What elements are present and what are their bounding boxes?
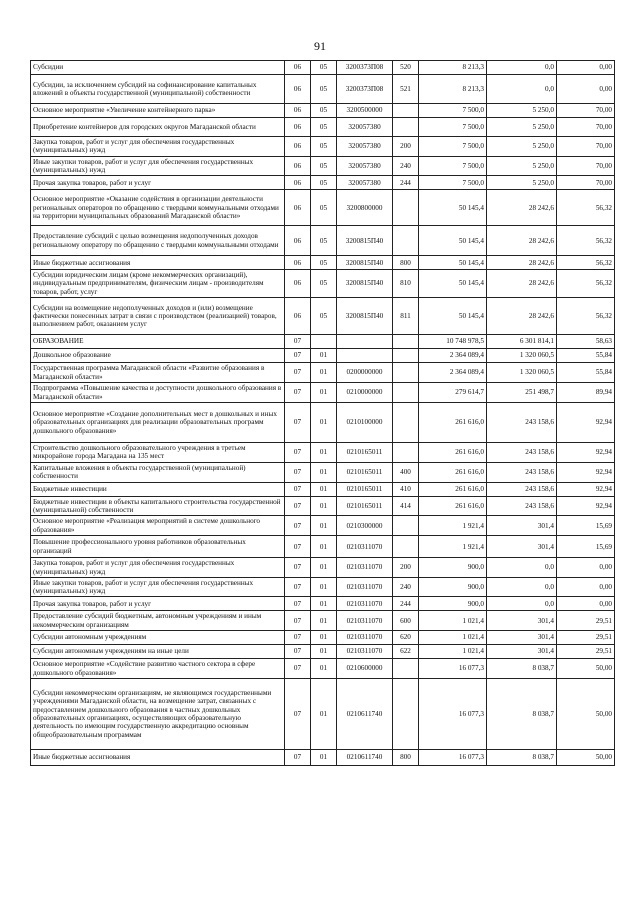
subsection-code: 01 [311,558,337,578]
target-article-code: 3200500000 [337,104,393,118]
expense-type-code [393,363,419,383]
planned-amount: 7 500,0 [419,104,487,118]
actual-amount: 8 038,7 [487,679,557,750]
planned-amount: 279 614,7 [419,383,487,403]
expense-type-code: 620 [393,631,419,645]
execution-percent: 29,51 [557,611,615,631]
row-name: Основное мероприятие «Создание дополнительных мест в дошкольных и иных образовательных организациях для реализации образовательных программ дошкольного образования» [31,403,285,443]
execution-percent: 56,32 [557,270,615,298]
section-code: 07 [285,403,311,443]
execution-percent: 0,00 [557,75,615,104]
expense-type-code [393,190,419,226]
execution-percent: 56,32 [557,226,615,256]
section-code: 07 [285,335,311,349]
planned-amount: 16 077,3 [419,679,487,750]
section-code: 07 [285,482,311,496]
section-code: 07 [285,349,311,363]
subsection-code [311,335,337,349]
planned-amount: 1 021,4 [419,611,487,631]
expense-type-code: 810 [393,270,419,298]
subsection-code: 01 [311,383,337,403]
expense-type-code: 600 [393,611,419,631]
expense-type-code [393,536,419,558]
actual-amount: 5 250,0 [487,118,557,137]
expense-type-code [393,226,419,256]
target-article-code: 3200815П40 [337,226,393,256]
actual-amount: 5 250,0 [487,156,557,176]
section-code: 07 [285,611,311,631]
target-article-code: 3200815П40 [337,256,393,270]
execution-percent: 70,00 [557,118,615,137]
planned-amount: 1 021,4 [419,645,487,659]
expense-type-code: 800 [393,750,419,766]
actual-amount: 301,4 [487,631,557,645]
expense-type-code [393,443,419,463]
subsection-code: 01 [311,363,337,383]
execution-percent: 55,84 [557,349,615,363]
planned-amount: 10 748 978,5 [419,335,487,349]
execution-percent: 0,00 [557,61,615,75]
execution-percent: 70,00 [557,104,615,118]
actual-amount: 243 158,6 [487,403,557,443]
table-row [31,536,615,558]
table-row [31,349,615,363]
section-code: 06 [285,190,311,226]
actual-amount: 8 038,7 [487,659,557,679]
target-article-code: 3200815П40 [337,270,393,298]
actual-amount: 0,0 [487,558,557,578]
actual-amount: 1 320 060,5 [487,349,557,363]
execution-percent: 56,32 [557,256,615,270]
target-article-code: 0210611740 [337,679,393,750]
section-code: 06 [285,137,311,157]
table-row [31,679,615,750]
table-row [31,403,615,443]
expense-type-code: 410 [393,482,419,496]
row-name: Субсидии [31,61,285,75]
planned-amount: 900,0 [419,558,487,578]
actual-amount: 28 242,6 [487,256,557,270]
subsection-code: 01 [311,403,337,443]
execution-percent: 92,94 [557,443,615,463]
execution-percent: 56,32 [557,298,615,335]
planned-amount: 50 145,4 [419,256,487,270]
section-code: 06 [285,298,311,335]
planned-amount: 1 021,4 [419,631,487,645]
execution-percent: 58,63 [557,335,615,349]
planned-amount: 7 500,0 [419,156,487,176]
section-code: 07 [285,363,311,383]
planned-amount: 1 921,4 [419,516,487,536]
planned-amount: 16 077,3 [419,659,487,679]
execution-percent: 92,94 [557,482,615,496]
subsection-code: 05 [311,298,337,335]
row-name: Государственная программа Магаданской области «Развитие образования в Магаданской области» [31,363,285,383]
row-name: Закупка товаров, работ и услуг для обеспечения государственных (муниципальных) нужд [31,137,285,157]
table-row [31,298,615,335]
actual-amount: 0,0 [487,597,557,611]
actual-amount: 5 250,0 [487,104,557,118]
actual-amount: 28 242,6 [487,298,557,335]
planned-amount: 900,0 [419,577,487,597]
table-row [31,462,615,482]
actual-amount: 5 250,0 [487,137,557,157]
section-code: 06 [285,104,311,118]
row-name: Строительство дошкольного образовательного учреждения в третьем микрорайоне города Магадана на 135 мест [31,443,285,463]
expense-type-code: 521 [393,75,419,104]
table-row [31,156,615,176]
section-code: 07 [285,679,311,750]
row-name: Основное мероприятие «Содействие развитию частного сектора в сфере дошкольного образования» [31,659,285,679]
section-code: 07 [285,659,311,679]
execution-percent: 0,00 [557,558,615,578]
row-name: Основное мероприятие «Увеличение контейнерного парка» [31,104,285,118]
budget-table-body [31,61,615,766]
planned-amount: 2 364 089,4 [419,363,487,383]
subsection-code: 01 [311,659,337,679]
actual-amount: 243 158,6 [487,443,557,463]
subsection-code: 05 [311,270,337,298]
target-article-code: 0210300000 [337,516,393,536]
subsection-code: 05 [311,176,337,190]
planned-amount: 261 616,0 [419,403,487,443]
table-row [31,383,615,403]
section-code: 07 [285,443,311,463]
execution-percent: 55,84 [557,363,615,383]
subsection-code: 01 [311,631,337,645]
subsection-code: 05 [311,118,337,137]
target-article-code: 0210165011 [337,443,393,463]
planned-amount: 7 500,0 [419,137,487,157]
subsection-code: 01 [311,577,337,597]
planned-amount: 261 616,0 [419,496,487,516]
subsection-code: 01 [311,496,337,516]
expense-type-code: 520 [393,61,419,75]
target-article-code: 0200000000 [337,363,393,383]
subsection-code: 05 [311,61,337,75]
section-code: 07 [285,750,311,766]
row-name: Предоставление субсидий с целью возмещения недополученных доходов региональному оператору по обращению с твердыми коммунальными отходами [31,226,285,256]
section-code: 07 [285,645,311,659]
row-name: Субсидии автономным учреждениям [31,631,285,645]
target-article-code: 0210311070 [337,558,393,578]
section-code: 07 [285,383,311,403]
section-code: 06 [285,156,311,176]
row-name: Закупка товаров, работ и услуг для обеспечения государственных (муниципальных) нужд [31,558,285,578]
expense-type-code [393,349,419,363]
subsection-code: 01 [311,443,337,463]
table-row [31,558,615,578]
planned-amount: 261 616,0 [419,462,487,482]
expense-type-code [393,383,419,403]
planned-amount: 261 616,0 [419,482,487,496]
subsection-code: 05 [311,137,337,157]
target-article-code: 0210165011 [337,496,393,516]
row-name: Подпрограмма «Повышение качества и доступности дошкольного образования в Магаданской области» [31,383,285,403]
actual-amount: 0,0 [487,577,557,597]
subsection-code: 01 [311,516,337,536]
actual-amount: 28 242,6 [487,190,557,226]
actual-amount: 28 242,6 [487,226,557,256]
table-row [31,190,615,226]
actual-amount: 8 038,7 [487,750,557,766]
subsection-code: 01 [311,462,337,482]
subsection-code: 01 [311,611,337,631]
table-row [31,118,615,137]
row-name: Бюджетные инвестиции [31,482,285,496]
row-name: Субсидии некоммерческим организациям, не являющимся государственными учреждениями Магаданской области, на возмещение затрат, связанных с предоставлением дошкольного образования в частных дошкольных образовательных организациях, осуществляющих образовательную деятельность по имеющим государственную аккредитацию основным общеобразовательным программам [31,679,285,750]
expense-type-code [393,516,419,536]
planned-amount: 7 500,0 [419,176,487,190]
expense-type-code: 800 [393,256,419,270]
table-row [31,611,615,631]
row-name: Субсидии, за исключением субсидий на софинансирование капитальных вложений в объекты государственной (муниципальной) собственности [31,75,285,104]
table-row [31,104,615,118]
table-row [31,176,615,190]
section-code: 06 [285,270,311,298]
table-row [31,75,615,104]
subsection-code: 01 [311,679,337,750]
execution-percent: 70,00 [557,156,615,176]
row-name: Основное мероприятие «Реализация мероприятий в системе дошкольного образования» [31,516,285,536]
execution-percent: 92,94 [557,403,615,443]
expense-type-code [393,659,419,679]
section-code: 07 [285,597,311,611]
subsection-code: 01 [311,750,337,766]
row-name: Иные бюджетные ассигнования [31,256,285,270]
section-code: 07 [285,462,311,482]
subsection-code: 05 [311,104,337,118]
expense-type-code: 244 [393,597,419,611]
row-name: Приобретение контейнеров для городских округов Магаданской области [31,118,285,137]
subsection-code: 01 [311,482,337,496]
subsection-code: 01 [311,349,337,363]
subsection-code: 05 [311,256,337,270]
section-code: 06 [285,61,311,75]
row-name: Прочая закупка товаров, работ и услуг [31,597,285,611]
execution-percent: 15,69 [557,516,615,536]
target-article-code: 0210000000 [337,383,393,403]
expense-type-code [393,104,419,118]
table-row [31,270,615,298]
expense-type-code: 240 [393,156,419,176]
target-article-code: 0210311070 [337,631,393,645]
planned-amount: 8 213,3 [419,61,487,75]
target-article-code: 0210165011 [337,482,393,496]
subsection-code: 05 [311,190,337,226]
target-article-code: 0210600000 [337,659,393,679]
planned-amount: 50 145,4 [419,226,487,256]
table-row [31,645,615,659]
target-article-code: 0210311070 [337,645,393,659]
row-name: Повышение профессионального уровня работников образовательных организаций [31,536,285,558]
row-name: Дошкольное образование [31,349,285,363]
execution-percent: 29,51 [557,645,615,659]
section-code: 07 [285,577,311,597]
row-name: Основное мероприятие «Оказание содействия в организации деятельности региональных операторов по обращению с твердыми коммунальными отходами на территории муниципальных образований Магаданской области» [31,190,285,226]
target-article-code: 0210311070 [337,577,393,597]
actual-amount: 301,4 [487,611,557,631]
subsection-code: 01 [311,597,337,611]
planned-amount: 261 616,0 [419,443,487,463]
row-name: Иные закупки товаров, работ и услуг для обеспечения государственных (муниципальных) нужд [31,156,285,176]
actual-amount: 301,4 [487,516,557,536]
actual-amount: 28 242,6 [487,270,557,298]
expense-type-code: 414 [393,496,419,516]
section-code: 06 [285,226,311,256]
table-row [31,137,615,157]
execution-percent: 50,00 [557,750,615,766]
section-code: 07 [285,631,311,645]
table-row [31,516,615,536]
subsection-code: 01 [311,645,337,659]
planned-amount: 50 145,4 [419,298,487,335]
row-name: Иные закупки товаров, работ и услуг для обеспечения государственных (муниципальных) нужд [31,577,285,597]
row-name: Капитальные вложения в объекты государственной (муниципальной) собственности [31,462,285,482]
actual-amount: 243 158,6 [487,462,557,482]
expense-type-code: 244 [393,176,419,190]
target-article-code: 0210100000 [337,403,393,443]
table-row [31,363,615,383]
planned-amount: 16 077,3 [419,750,487,766]
actual-amount: 251 498,7 [487,383,557,403]
target-article-code: 3200373П08 [337,75,393,104]
table-row [31,443,615,463]
row-name: Предоставление субсидий бюджетным, автономным учреждениям и иным некоммерческим организациям [31,611,285,631]
table-row [31,482,615,496]
expense-type-code: 811 [393,298,419,335]
planned-amount: 50 145,4 [419,190,487,226]
actual-amount: 6 301 814,1 [487,335,557,349]
subsection-code: 01 [311,536,337,558]
planned-amount: 8 213,3 [419,75,487,104]
execution-percent: 70,00 [557,176,615,190]
actual-amount: 0,0 [487,75,557,104]
page-number: 91 [314,39,326,53]
target-article-code: 320057380 [337,156,393,176]
expense-type-code [393,679,419,750]
expense-type-code: 200 [393,558,419,578]
actual-amount: 243 158,6 [487,482,557,496]
section-code: 06 [285,118,311,137]
planned-amount: 2 364 089,4 [419,349,487,363]
target-article-code [337,349,393,363]
execution-percent: 15,69 [557,536,615,558]
planned-amount: 50 145,4 [419,270,487,298]
target-article-code: 0210611740 [337,750,393,766]
table-row [31,597,615,611]
row-name: ОБРАЗОВАНИЕ [31,335,285,349]
actual-amount: 5 250,0 [487,176,557,190]
target-article-code: 320057380 [337,176,393,190]
row-name: Бюджетные инвестиции в объекты капитального строительства государственной (муниципальной) собственности [31,496,285,516]
expense-type-code: 200 [393,137,419,157]
table-row [31,659,615,679]
section-code: 07 [285,516,311,536]
target-article-code [337,335,393,349]
execution-percent: 50,00 [557,659,615,679]
section-code: 07 [285,558,311,578]
target-article-code: 3200373П08 [337,61,393,75]
target-article-code: 0210311070 [337,611,393,631]
execution-percent: 0,00 [557,577,615,597]
target-article-code: 320057380 [337,137,393,157]
row-name: Иные бюджетные ассигнования [31,750,285,766]
subsection-code: 05 [311,226,337,256]
subsection-code: 05 [311,156,337,176]
expense-type-code [393,335,419,349]
target-article-code: 320057380 [337,118,393,137]
execution-percent: 89,94 [557,383,615,403]
execution-percent: 70,00 [557,137,615,157]
subsection-code: 05 [311,75,337,104]
table-row [31,577,615,597]
execution-percent: 56,32 [557,190,615,226]
actual-amount: 0,0 [487,61,557,75]
actual-amount: 243 158,6 [487,496,557,516]
expense-type-code [393,118,419,137]
expense-type-code [393,403,419,443]
expense-type-code: 622 [393,645,419,659]
table-row [31,256,615,270]
target-article-code: 0210311070 [337,597,393,611]
planned-amount: 1 921,4 [419,536,487,558]
section-code: 07 [285,496,311,516]
actual-amount: 1 320 060,5 [487,363,557,383]
execution-percent: 92,94 [557,496,615,516]
execution-percent: 92,94 [557,462,615,482]
table-row [31,61,615,75]
row-name: Субсидии на возмещение недополученных доходов и (или) возмещение фактически понесенных затрат в связи с производством (реализацией) товаров, выполнением работ, оказанием услуг [31,298,285,335]
section-code: 06 [285,176,311,190]
target-article-code: 3200815П40 [337,298,393,335]
row-name: Прочая закупка товаров, работ и услуг [31,176,285,190]
row-name: Субсидии юридическим лицам (кроме некоммерческих организаций), индивидуальным предпринимателям, физическим лицам - производителям товаров, работ, услуг [31,270,285,298]
actual-amount: 301,4 [487,645,557,659]
table-row [31,335,615,349]
planned-amount: 900,0 [419,597,487,611]
execution-percent: 0,00 [557,597,615,611]
expense-type-code: 400 [393,462,419,482]
row-name: Субсидии автономным учреждениям на иные цели [31,645,285,659]
execution-percent: 50,00 [557,679,615,750]
table-row [31,496,615,516]
target-article-code: 3200800000 [337,190,393,226]
section-code: 06 [285,75,311,104]
budget-table [30,60,615,766]
execution-percent: 29,51 [557,631,615,645]
table-row [31,631,615,645]
planned-amount: 7 500,0 [419,118,487,137]
section-code: 07 [285,536,311,558]
target-article-code: 0210165011 [337,462,393,482]
actual-amount: 301,4 [487,536,557,558]
section-code: 06 [285,256,311,270]
table-row [31,226,615,256]
table-row [31,750,615,766]
target-article-code: 0210311070 [337,536,393,558]
expense-type-code: 240 [393,577,419,597]
